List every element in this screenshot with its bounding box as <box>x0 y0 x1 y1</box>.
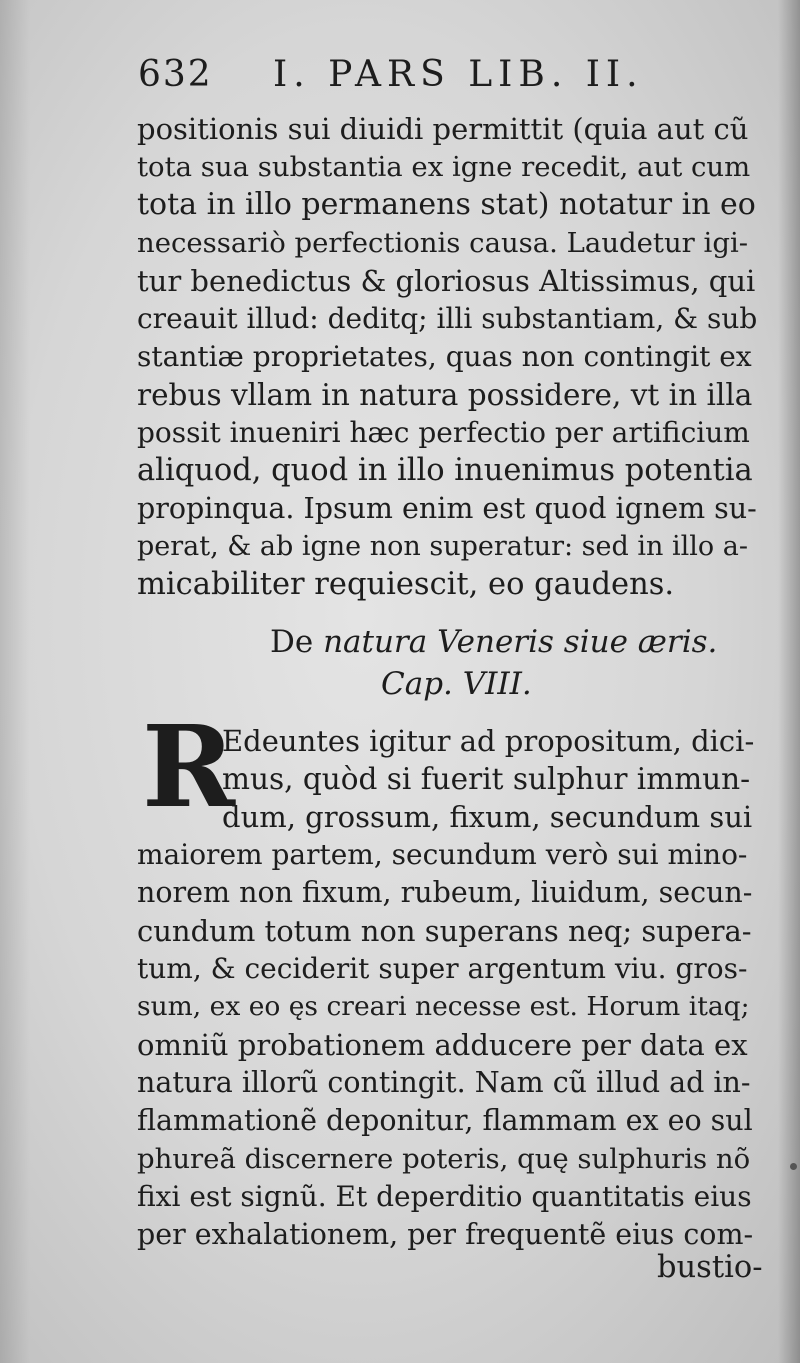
text-line: positionis sui diuidi permittit (quia aut cũ <box>137 112 749 146</box>
page-header <box>138 48 758 100</box>
text-line: mus, quòd si fuerit sulphur immun- <box>222 762 751 796</box>
page-number: 632 <box>138 54 213 95</box>
text-line: micabiliter requiescit, eo gaudens. <box>137 567 675 602</box>
text-line: possit inueniri hæc perfectio per artificium <box>137 416 750 449</box>
text-line: stantiæ proprietates, quas non contingit ex <box>137 340 752 373</box>
chapter-title-italic: natura Veneris siue æris. <box>323 624 718 660</box>
text-line: maiorem partem, secundum verò sui mino- <box>137 838 748 871</box>
page-edge-shadow <box>778 0 800 1363</box>
running-title: I. PARS LIB. II. <box>273 54 644 95</box>
text-line: necessariò perfectionis causa. Laudetur igi- <box>137 227 749 259</box>
chapter-title-prefix: De <box>270 624 324 660</box>
text-line: tum, & ceciderit super argentum viu. gros- <box>137 952 748 985</box>
text-line: fixi est signũ. Et deperditio quantitatis eius <box>137 1180 752 1213</box>
text-line: dum, grossum, fixum, secundum sui <box>222 800 753 834</box>
text-line: creauit illud: deditq; illi substantiam, & sub <box>137 302 758 335</box>
text-line: tota in illo permanens stat) notatur in eo <box>137 187 756 222</box>
ink-spot <box>790 1163 797 1170</box>
text-line: omniũ probationem adducere per data ex <box>137 1028 748 1062</box>
text-line: flammationẽ deponitur, flammam ex eo sul <box>137 1104 753 1137</box>
text-line: natura illorũ contingit. Nam cũ illud ad in- <box>137 1066 751 1099</box>
text-line: rebus vllam in natura possidere, vt in illa <box>137 378 753 412</box>
page-gutter-shadow <box>0 0 30 1363</box>
text-line: phureã discernere poteris, quę sulphuris nõ <box>137 1143 751 1175</box>
text-line: tota sua substantia ex igne recedit, aut cum <box>137 151 751 183</box>
text-line: norem non fixum, rubeum, liuidum, secun- <box>137 876 753 909</box>
text-line: aliquod, quod in illo inuenimus potentia <box>137 453 753 488</box>
drop-capital: R <box>142 702 236 833</box>
text-line: tur benedictus & gloriosus Altissimus, qui <box>137 264 756 298</box>
catchword: bustio- <box>657 1250 763 1285</box>
chapter-title <box>270 624 717 660</box>
text-line: sum, ex eo ęs creari necesse est. Horum itaq; <box>137 991 750 1022</box>
chapter-number: Cap. VIII. <box>381 666 532 702</box>
text-line: Edeuntes igitur ad propositum, dici- <box>222 724 755 758</box>
text-line: perat, & ab igne non superatur: sed in illo a- <box>137 531 748 562</box>
text-line: per exhalationem, per frequentẽ eius com- <box>137 1218 754 1251</box>
text-line: cundum totum non superans neq; supera- <box>137 914 752 948</box>
text-line: propinqua. Ipsum enim est quod ignem su- <box>137 492 757 525</box>
